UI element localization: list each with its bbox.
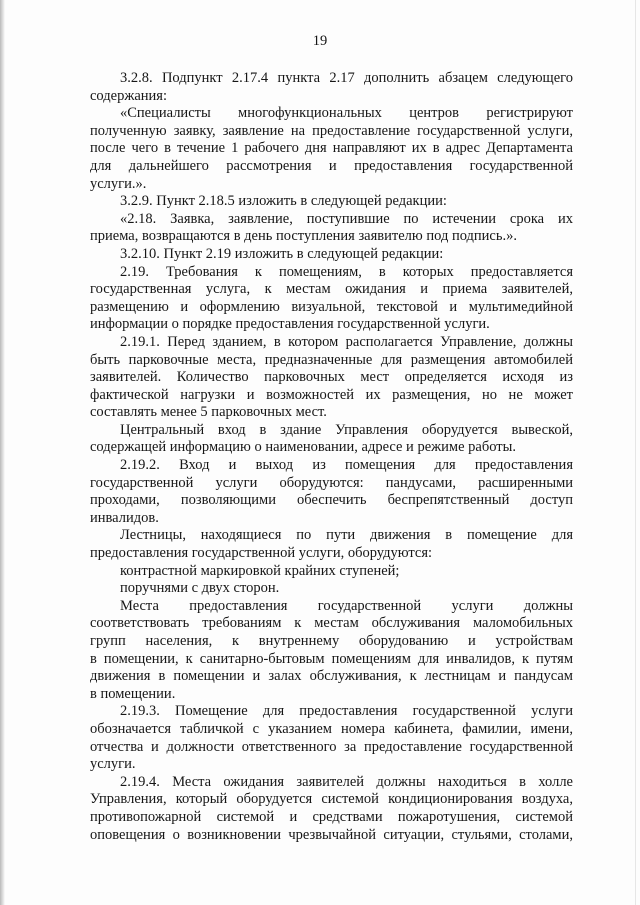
text-line: после чего в течение 1 рабочего дня направляют их в адрес Департамента [90,140,573,157]
text-line: в помещении. [90,685,176,702]
clause-2-19-3 [90,703,573,773]
text-line: в помещении, к санитарно-бытовым помещениям для инвалидов, к путям [90,650,573,667]
text-line: для дальнейшего рассмотрения и предоставления государственной [90,157,573,174]
stairs-item-handrails [90,580,573,598]
service-places-paragraph [90,598,573,704]
text-line: 2.19. Требования к помещениям, в которых предоставляется [120,263,573,280]
clause-2-19-2 [90,457,573,527]
text-line: приема, возвращаются в день поступления заявителю под подпись.». [90,228,517,245]
text-line: 2.19.4. Места ожидания заявителей должны находиться в холле [120,773,573,790]
text-line: 2.19.1. Перед зданием, в котором располагается Управление, должны [120,333,573,350]
text-line: услуги.». [90,175,147,192]
text-line: информации о порядке предоставления государственной услуги. [90,316,490,333]
stairs-paragraph [90,527,573,562]
text-line: «Специалисты многофункциональных центров регистрируют [120,105,573,122]
text-line: контрастной маркировкой крайних ступеней; [120,562,400,579]
text-line: содержащей информацию о наименовании, адресе и режиме работы. [90,439,516,456]
text-line: 2.19.2. Вход и выход из помещения для предоставления [120,457,573,474]
paragraph-3-2-8 [90,70,573,105]
text-line: противопожарной системой и средствами пожаротушения, системой [90,808,573,825]
text-line: отчества и должности ответственного за предоставление государственной [90,738,573,755]
text-line: государственной услуги оборудуются: пандусами, расширенными [90,474,573,491]
clause-2-19-1 [90,334,573,422]
text-line: размещению и оформлению визуальной, текстовой и мультимедийной [90,298,573,315]
text-line: 3.2.8. Подпункт 2.17.4 пункта 2.17 дополнить абзацем следующего [120,70,573,86]
text-line: фактической нагрузки и возможностей их размещения, но не может [90,386,573,403]
text-line: быть парковочные места, предназначенные для размещения автомобилей [90,351,573,368]
text-line: 2.19.3. Помещение для предоставления государственной услуги [120,703,573,720]
clause-2-19 [90,264,573,334]
text-line: групп населения, к внутреннему оборудованию и устройствам [90,633,573,649]
clause-2-19-4 [90,774,573,844]
quote-mfc-specialists [90,105,573,193]
text-line: полученную заявку, заявление на предоставление государственной услуги, [90,122,573,139]
text-line: проходами, позволяющими обеспечить беспрепятственный доступ [90,492,573,509]
paragraph-3-2-9 [90,193,573,211]
text-line: заявителей. Количество парковочных мест определяется исходя из [90,369,573,386]
quote-clause-2-18 [90,211,573,246]
text-line: движения в помещении и залах обслуживания, к лестницам и пандусам [90,668,573,685]
scan-edge-right [635,0,636,905]
text-line: инвалидов. [90,509,159,526]
text-line: Лестницы, находящиеся по пути движения в помещение для [120,527,573,544]
entrance-signage-paragraph [90,422,573,457]
text-line: «2.18. Заявка, заявление, поступившие по истечении срока их [120,210,573,227]
text-line: обозначается табличкой с указанием номера кабинета, фамилии, имени, [90,720,573,737]
scan-edge-left [0,0,5,905]
text-line: соответствовать требованиям к местам обслуживания маломобильных [90,615,573,632]
text-line: 3.2.10. Пункт 2.19 изложить в следующей редакции: [120,245,444,262]
text-line: содержания: [90,87,168,104]
text-line: поручнями с двух сторон. [120,580,280,597]
page-number: 19 [312,33,328,49]
text-line: предоставления государственной услуги, оборудуются: [90,545,433,562]
document-body [90,70,573,844]
text-line: 3.2.9. Пункт 2.18.5 изложить в следующей редакции: [120,193,447,210]
stairs-item-marking [90,563,573,581]
text-line: государственная услуга, к местам ожидания и приема заявителей, [90,281,573,298]
text-line: оповещения о возникновении чрезвычайной ситуации, стульями, столами, [90,826,573,843]
text-line: Центральный вход в здание Управления оборудуется вывеской, [120,421,573,438]
text-line: Места предоставления государственной услуги должны [120,597,573,614]
text-line: составлять менее 5 парковочных мест. [90,404,327,421]
text-line: Управления, который оборудуется системой кондиционирования воздуха, [90,791,573,808]
paragraph-3-2-10 [90,246,573,264]
text-line: услуги. [90,756,136,773]
